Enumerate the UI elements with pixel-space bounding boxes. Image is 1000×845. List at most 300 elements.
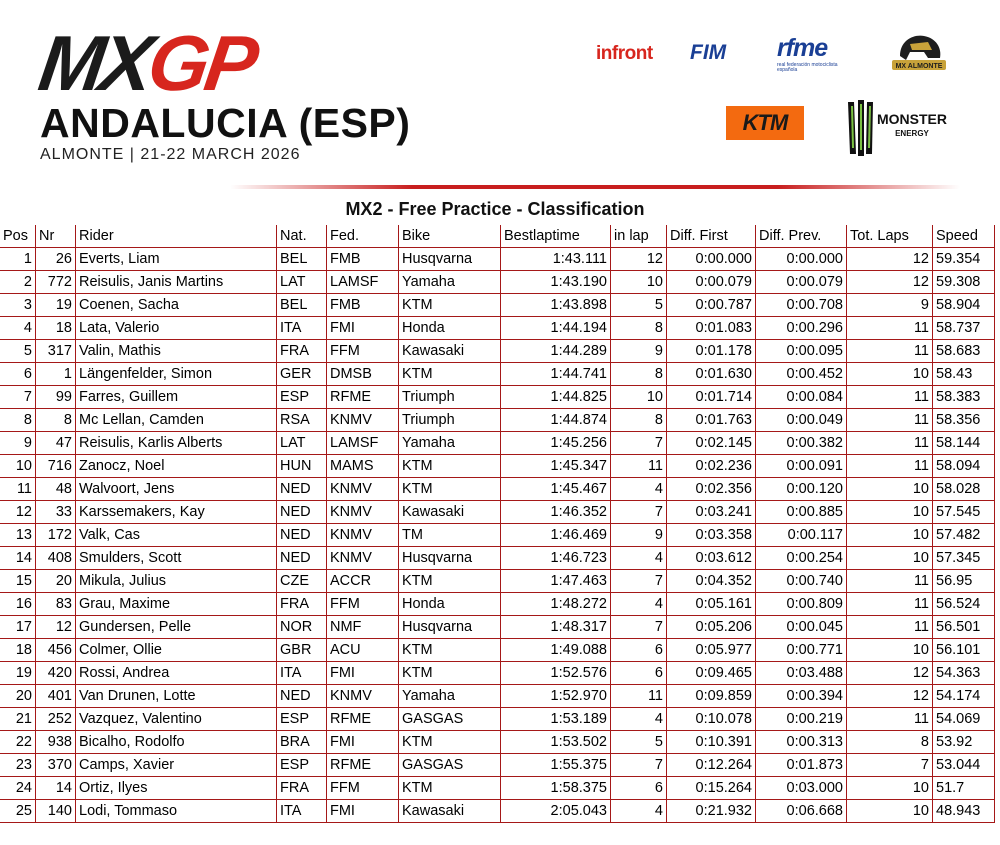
- cell-nr: 83: [36, 593, 76, 616]
- cell-bike: KTM: [399, 777, 501, 800]
- rfme-logo: [777, 36, 857, 72]
- cell-pos: 1: [0, 248, 36, 271]
- event-header: [0, 0, 1000, 195]
- column-header-fed: Fed.: [327, 225, 399, 248]
- cell-fed: FFM: [327, 593, 399, 616]
- cell-diff-prev: 0:00.049: [756, 409, 847, 432]
- cell-tot-laps: 10: [847, 524, 933, 547]
- cell-nr: 8: [36, 409, 76, 432]
- cell-bike: Husqvarna: [399, 547, 501, 570]
- cell-diff-first: 0:03.241: [667, 501, 756, 524]
- cell-diff-prev: 0:00.452: [756, 363, 847, 386]
- table-row: [0, 662, 995, 685]
- cell-fed: ACCR: [327, 570, 399, 593]
- cell-bestlaptime: 1:43.190: [501, 271, 611, 294]
- cell-pos: 11: [0, 478, 36, 501]
- cell-diff-prev: 0:00.382: [756, 432, 847, 455]
- column-header-pos: Pos: [0, 225, 36, 248]
- table-row: [0, 593, 995, 616]
- cell-pos: 10: [0, 455, 36, 478]
- cell-rider: Lata, Valerio: [76, 317, 277, 340]
- table-row: [0, 639, 995, 662]
- cell-diff-prev: 0:06.668: [756, 800, 847, 823]
- rfme-logo-subtext: real federación motociclista española: [777, 62, 838, 73]
- cell-diff-first: 0:04.352: [667, 570, 756, 593]
- cell-diff-prev: 0:00.091: [756, 455, 847, 478]
- cell-nat: ITA: [277, 800, 327, 823]
- cell-bestlaptime: 1:45.256: [501, 432, 611, 455]
- cell-pos: 2: [0, 271, 36, 294]
- table-row: [0, 363, 995, 386]
- cell-bestlaptime: 1:48.272: [501, 593, 611, 616]
- cell-fed: FMI: [327, 662, 399, 685]
- cell-in-lap: 7: [611, 570, 667, 593]
- cell-speed: 59.308: [933, 271, 995, 294]
- cell-speed: 58.094: [933, 455, 995, 478]
- cell-speed: 57.545: [933, 501, 995, 524]
- cell-speed: 58.737: [933, 317, 995, 340]
- cell-fed: FFM: [327, 340, 399, 363]
- cell-bestlaptime: 1:43.111: [501, 248, 611, 271]
- cell-tot-laps: 10: [847, 501, 933, 524]
- cell-bestlaptime: 1:44.825: [501, 386, 611, 409]
- cell-in-lap: 7: [611, 616, 667, 639]
- cell-pos: 8: [0, 409, 36, 432]
- cell-fed: KNMV: [327, 478, 399, 501]
- cell-rider: Vazquez, Valentino: [76, 708, 277, 731]
- cell-diff-prev: 0:00.084: [756, 386, 847, 409]
- cell-fed: LAMSF: [327, 271, 399, 294]
- cell-pos: 4: [0, 317, 36, 340]
- cell-speed: 56.501: [933, 616, 995, 639]
- cell-diff-first: 0:12.264: [667, 754, 756, 777]
- table-row: [0, 685, 995, 708]
- cell-nat: FRA: [277, 340, 327, 363]
- column-header-bike: Bike: [399, 225, 501, 248]
- cell-bike: KTM: [399, 662, 501, 685]
- cell-speed: 56.524: [933, 593, 995, 616]
- column-header-tot-laps: Tot. Laps: [847, 225, 933, 248]
- cell-bestlaptime: 1:55.375: [501, 754, 611, 777]
- cell-in-lap: 8: [611, 363, 667, 386]
- cell-fed: FMI: [327, 731, 399, 754]
- cell-speed: 56.101: [933, 639, 995, 662]
- cell-tot-laps: 9: [847, 294, 933, 317]
- cell-diff-first: 0:01.178: [667, 340, 756, 363]
- cell-in-lap: 11: [611, 685, 667, 708]
- cell-in-lap: 10: [611, 386, 667, 409]
- cell-tot-laps: 12: [847, 248, 933, 271]
- cell-tot-laps: 10: [847, 777, 933, 800]
- header-divider: [230, 185, 960, 189]
- table-row: [0, 547, 995, 570]
- cell-nr: 772: [36, 271, 76, 294]
- cell-bike: Kawasaki: [399, 340, 501, 363]
- cell-speed: 59.354: [933, 248, 995, 271]
- cell-pos: 24: [0, 777, 36, 800]
- cell-fed: KNMV: [327, 501, 399, 524]
- ktm-logo: KTM: [726, 106, 804, 140]
- cell-tot-laps: 11: [847, 317, 933, 340]
- cell-nr: 938: [36, 731, 76, 754]
- cell-in-lap: 8: [611, 409, 667, 432]
- cell-diff-first: 0:01.763: [667, 409, 756, 432]
- cell-speed: 58.383: [933, 386, 995, 409]
- cell-fed: FMI: [327, 800, 399, 823]
- column-header-rider: Rider: [76, 225, 277, 248]
- cell-nat: ITA: [277, 317, 327, 340]
- cell-speed: 51.7: [933, 777, 995, 800]
- infront-logo: infront: [596, 43, 653, 64]
- cell-bike: Honda: [399, 593, 501, 616]
- cell-bike: KTM: [399, 363, 501, 386]
- cell-fed: ACU: [327, 639, 399, 662]
- cell-pos: 14: [0, 547, 36, 570]
- mx-almonte-logo: [888, 30, 950, 74]
- cell-nr: 420: [36, 662, 76, 685]
- cell-rider: Lodi, Tommaso: [76, 800, 277, 823]
- table-row: [0, 317, 995, 340]
- cell-pos: 18: [0, 639, 36, 662]
- cell-tot-laps: 10: [847, 547, 933, 570]
- cell-in-lap: 5: [611, 294, 667, 317]
- cell-nr: 12: [36, 616, 76, 639]
- cell-fed: FFM: [327, 777, 399, 800]
- cell-diff-first: 0:09.859: [667, 685, 756, 708]
- cell-diff-first: 0:09.465: [667, 662, 756, 685]
- cell-fed: RFME: [327, 708, 399, 731]
- cell-bestlaptime: 1:46.469: [501, 524, 611, 547]
- monster-claw-icon: [842, 98, 950, 158]
- cell-rider: Gundersen, Pelle: [76, 616, 277, 639]
- cell-bestlaptime: 1:45.467: [501, 478, 611, 501]
- cell-nr: 47: [36, 432, 76, 455]
- cell-fed: FMB: [327, 248, 399, 271]
- cell-bestlaptime: 1:46.352: [501, 501, 611, 524]
- cell-pos: 16: [0, 593, 36, 616]
- cell-fed: FMI: [327, 317, 399, 340]
- cell-pos: 23: [0, 754, 36, 777]
- cell-nat: FRA: [277, 777, 327, 800]
- cell-tot-laps: 12: [847, 271, 933, 294]
- table-row: [0, 524, 995, 547]
- cell-bestlaptime: 1:52.970: [501, 685, 611, 708]
- cell-nat: ITA: [277, 662, 327, 685]
- cell-nr: 48: [36, 478, 76, 501]
- cell-nr: 317: [36, 340, 76, 363]
- cell-diff-prev: 0:03.000: [756, 777, 847, 800]
- cell-tot-laps: 10: [847, 639, 933, 662]
- cell-nr: 1: [36, 363, 76, 386]
- logo-gp-text: GP: [142, 19, 260, 107]
- cell-rider: Smulders, Scott: [76, 547, 277, 570]
- cell-tot-laps: 11: [847, 340, 933, 363]
- cell-nat: NOR: [277, 616, 327, 639]
- cell-diff-first: 0:02.145: [667, 432, 756, 455]
- cell-pos: 6: [0, 363, 36, 386]
- column-header-in-lap: in lap: [611, 225, 667, 248]
- cell-fed: KNMV: [327, 685, 399, 708]
- cell-bike: Kawasaki: [399, 800, 501, 823]
- cell-diff-first: 0:15.264: [667, 777, 756, 800]
- cell-tot-laps: 11: [847, 593, 933, 616]
- cell-speed: 56.95: [933, 570, 995, 593]
- cell-nat: LAT: [277, 432, 327, 455]
- cell-tot-laps: 11: [847, 708, 933, 731]
- logo-mx-text: MX: [33, 19, 156, 107]
- cell-diff-first: 0:05.161: [667, 593, 756, 616]
- cell-bike: GASGAS: [399, 708, 501, 731]
- cell-nat: ESP: [277, 754, 327, 777]
- cell-bike: KTM: [399, 294, 501, 317]
- cell-fed: KNMV: [327, 524, 399, 547]
- cell-diff-first: 0:02.356: [667, 478, 756, 501]
- cell-bike: Yamaha: [399, 685, 501, 708]
- table-row: [0, 478, 995, 501]
- cell-in-lap: 4: [611, 547, 667, 570]
- table-body: [0, 248, 995, 823]
- column-header-diff-first: Diff. First: [667, 225, 756, 248]
- cell-bike: Kawasaki: [399, 501, 501, 524]
- mxgp-logo: [33, 19, 260, 107]
- column-header-bestlaptime: Bestlaptime: [501, 225, 611, 248]
- table-row: [0, 731, 995, 754]
- cell-pos: 15: [0, 570, 36, 593]
- cell-tot-laps: 11: [847, 432, 933, 455]
- cell-in-lap: 4: [611, 800, 667, 823]
- cell-fed: KNMV: [327, 409, 399, 432]
- cell-bike: TM: [399, 524, 501, 547]
- cell-bestlaptime: 1:47.463: [501, 570, 611, 593]
- cell-pos: 20: [0, 685, 36, 708]
- cell-diff-prev: 0:00.809: [756, 593, 847, 616]
- table-row: [0, 340, 995, 363]
- cell-diff-first: 0:10.078: [667, 708, 756, 731]
- cell-tot-laps: 12: [847, 685, 933, 708]
- cell-rider: Walvoort, Jens: [76, 478, 277, 501]
- table-row: [0, 271, 995, 294]
- cell-diff-prev: 0:00.117: [756, 524, 847, 547]
- table-header-row: [0, 225, 995, 248]
- cell-in-lap: 6: [611, 639, 667, 662]
- cell-in-lap: 6: [611, 777, 667, 800]
- classification-title: MX2 - Free Practice - Classification: [345, 199, 645, 219]
- cell-bike: Husqvarna: [399, 616, 501, 639]
- cell-bike: KTM: [399, 455, 501, 478]
- cell-nat: GER: [277, 363, 327, 386]
- cell-tot-laps: 11: [847, 386, 933, 409]
- table-row: [0, 455, 995, 478]
- cell-fed: MAMS: [327, 455, 399, 478]
- cell-nr: 18: [36, 317, 76, 340]
- cell-bike: GASGAS: [399, 754, 501, 777]
- column-header-nr: Nr: [36, 225, 76, 248]
- cell-nat: FRA: [277, 593, 327, 616]
- cell-diff-prev: 0:00.708: [756, 294, 847, 317]
- cell-nr: 26: [36, 248, 76, 271]
- cell-diff-prev: 0:00.000: [756, 248, 847, 271]
- cell-in-lap: 9: [611, 340, 667, 363]
- cell-pos: 3: [0, 294, 36, 317]
- cell-tot-laps: 12: [847, 662, 933, 685]
- cell-nat: BRA: [277, 731, 327, 754]
- cell-nr: 252: [36, 708, 76, 731]
- cell-tot-laps: 7: [847, 754, 933, 777]
- cell-bestlaptime: 1:58.375: [501, 777, 611, 800]
- cell-fed: NMF: [327, 616, 399, 639]
- cell-nat: RSA: [277, 409, 327, 432]
- cell-diff-first: 0:00.079: [667, 271, 756, 294]
- cell-diff-prev: 0:00.771: [756, 639, 847, 662]
- cell-bestlaptime: 1:52.576: [501, 662, 611, 685]
- cell-pos: 25: [0, 800, 36, 823]
- cell-nat: BEL: [277, 248, 327, 271]
- cell-in-lap: 9: [611, 524, 667, 547]
- table-row: [0, 570, 995, 593]
- cell-diff-prev: 0:03.488: [756, 662, 847, 685]
- cell-tot-laps: 8: [847, 731, 933, 754]
- svg-text:ENERGY: ENERGY: [895, 129, 929, 138]
- cell-diff-prev: 0:00.885: [756, 501, 847, 524]
- cell-bestlaptime: 1:44.289: [501, 340, 611, 363]
- cell-speed: 57.482: [933, 524, 995, 547]
- cell-diff-prev: 0:01.873: [756, 754, 847, 777]
- cell-diff-prev: 0:00.120: [756, 478, 847, 501]
- cell-bestlaptime: 1:44.874: [501, 409, 611, 432]
- cell-bike: Yamaha: [399, 432, 501, 455]
- cell-bestlaptime: 1:43.898: [501, 294, 611, 317]
- cell-bike: KTM: [399, 639, 501, 662]
- cell-rider: Bicalho, Rodolfo: [76, 731, 277, 754]
- cell-speed: 58.144: [933, 432, 995, 455]
- table-row: [0, 386, 995, 409]
- cell-speed: 58.904: [933, 294, 995, 317]
- cell-speed: 57.345: [933, 547, 995, 570]
- cell-speed: 48.943: [933, 800, 995, 823]
- table-row: [0, 501, 995, 524]
- cell-pos: 17: [0, 616, 36, 639]
- cell-diff-first: 0:10.391: [667, 731, 756, 754]
- cell-in-lap: 4: [611, 593, 667, 616]
- cell-pos: 22: [0, 731, 36, 754]
- cell-pos: 9: [0, 432, 36, 455]
- cell-in-lap: 7: [611, 501, 667, 524]
- cell-pos: 19: [0, 662, 36, 685]
- cell-nr: 401: [36, 685, 76, 708]
- column-header-speed: Speed: [933, 225, 995, 248]
- table-row: [0, 248, 995, 271]
- cell-tot-laps: 10: [847, 800, 933, 823]
- table-row: [0, 409, 995, 432]
- cell-diff-first: 0:05.977: [667, 639, 756, 662]
- cell-bike: Husqvarna: [399, 248, 501, 271]
- cell-diff-first: 0:03.358: [667, 524, 756, 547]
- cell-nat: ESP: [277, 386, 327, 409]
- cell-nr: 408: [36, 547, 76, 570]
- cell-bestlaptime: 1:49.088: [501, 639, 611, 662]
- cell-rider: Farres, Guillem: [76, 386, 277, 409]
- cell-nr: 140: [36, 800, 76, 823]
- cell-nr: 172: [36, 524, 76, 547]
- cell-nr: 33: [36, 501, 76, 524]
- table-row: [0, 708, 995, 731]
- fim-logo: FIM: [690, 41, 727, 64]
- cell-pos: 12: [0, 501, 36, 524]
- cell-nat: LAT: [277, 271, 327, 294]
- cell-bike: KTM: [399, 478, 501, 501]
- cell-tot-laps: 10: [847, 363, 933, 386]
- cell-diff-first: 0:01.083: [667, 317, 756, 340]
- cell-speed: 54.174: [933, 685, 995, 708]
- cell-rider: Reisulis, Janis Martins: [76, 271, 277, 294]
- cell-pos: 13: [0, 524, 36, 547]
- cell-nat: BEL: [277, 294, 327, 317]
- cell-diff-first: 0:02.236: [667, 455, 756, 478]
- cell-diff-prev: 0:00.740: [756, 570, 847, 593]
- cell-bestlaptime: 1:53.189: [501, 708, 611, 731]
- cell-rider: Längenfelder, Simon: [76, 363, 277, 386]
- cell-speed: 58.356: [933, 409, 995, 432]
- table-row: [0, 294, 995, 317]
- cell-bike: Triumph: [399, 386, 501, 409]
- cell-tot-laps: 11: [847, 616, 933, 639]
- cell-nr: 99: [36, 386, 76, 409]
- cell-bestlaptime: 1:45.347: [501, 455, 611, 478]
- cell-nat: NED: [277, 685, 327, 708]
- cell-nat: NED: [277, 524, 327, 547]
- cell-diff-prev: 0:00.313: [756, 731, 847, 754]
- event-title: ANDALUCIA (ESP): [40, 100, 411, 146]
- cell-diff-first: 0:21.932: [667, 800, 756, 823]
- cell-bike: KTM: [399, 570, 501, 593]
- cell-in-lap: 4: [611, 478, 667, 501]
- cell-speed: 58.028: [933, 478, 995, 501]
- cell-diff-prev: 0:00.394: [756, 685, 847, 708]
- cell-nr: 14: [36, 777, 76, 800]
- cell-diff-prev: 0:00.095: [756, 340, 847, 363]
- cell-rider: Karssemakers, Kay: [76, 501, 277, 524]
- cell-diff-prev: 0:00.045: [756, 616, 847, 639]
- cell-rider: Valin, Mathis: [76, 340, 277, 363]
- cell-bike: Triumph: [399, 409, 501, 432]
- cell-diff-first: 0:01.714: [667, 386, 756, 409]
- rfme-logo-text: rfme: [777, 34, 828, 62]
- cell-speed: 54.069: [933, 708, 995, 731]
- cell-rider: Everts, Liam: [76, 248, 277, 271]
- cell-fed: FMB: [327, 294, 399, 317]
- cell-nat: CZE: [277, 570, 327, 593]
- cell-fed: DMSB: [327, 363, 399, 386]
- cell-rider: Coenen, Sacha: [76, 294, 277, 317]
- cell-in-lap: 5: [611, 731, 667, 754]
- cell-diff-prev: 0:00.219: [756, 708, 847, 731]
- cell-nr: 20: [36, 570, 76, 593]
- cell-bike: Honda: [399, 317, 501, 340]
- cell-diff-first: 0:03.612: [667, 547, 756, 570]
- monster-energy-logo: [842, 98, 950, 158]
- cell-nat: NED: [277, 501, 327, 524]
- cell-in-lap: 6: [611, 662, 667, 685]
- cell-bestlaptime: 1:44.741: [501, 363, 611, 386]
- cell-bestlaptime: 1:46.723: [501, 547, 611, 570]
- cell-speed: 54.363: [933, 662, 995, 685]
- cell-in-lap: 12: [611, 248, 667, 271]
- cell-nat: ESP: [277, 708, 327, 731]
- cell-fed: RFME: [327, 386, 399, 409]
- cell-rider: Camps, Xavier: [76, 754, 277, 777]
- cell-bestlaptime: 1:48.317: [501, 616, 611, 639]
- cell-nr: 370: [36, 754, 76, 777]
